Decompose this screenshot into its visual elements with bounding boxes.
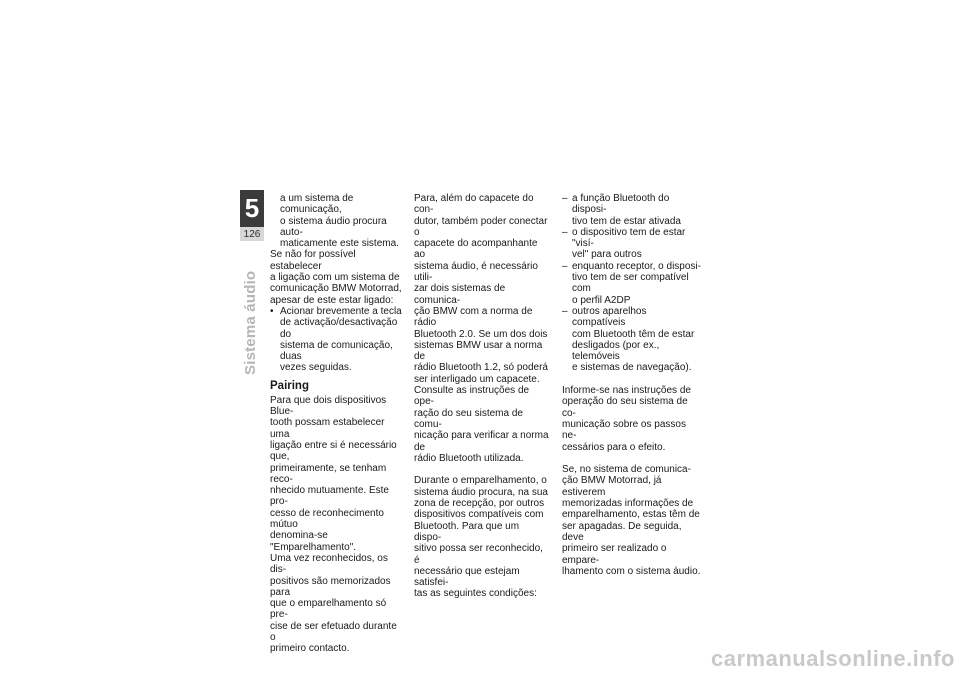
paragraph bbox=[270, 249, 405, 305]
text-line: Informe-se nas instruções de bbox=[562, 385, 691, 397]
text-line: Acionar brevemente a tecla bbox=[280, 305, 402, 317]
text-line: dutor, também poder conectar o bbox=[414, 215, 548, 238]
text-line: cise de ser efetuado durante o bbox=[270, 620, 397, 643]
text-line: Durante o emparelhamento, o bbox=[414, 475, 547, 487]
text-line: desligados (por ex., telemóveis bbox=[572, 339, 660, 363]
section-label bbox=[239, 265, 265, 375]
text-line: primeiro contacto. bbox=[270, 643, 350, 655]
text-line: o perfil A2DP bbox=[572, 294, 631, 306]
paragraph bbox=[270, 395, 405, 655]
text-line: sistema de comunicação, duas bbox=[280, 339, 393, 363]
text-line: a função Bluetooth do disposi- bbox=[572, 193, 670, 216]
paragraph bbox=[562, 385, 702, 453]
text-line: rádio Bluetooth utilizada. bbox=[414, 452, 524, 464]
text-line: enquanto receptor, o disposi- bbox=[572, 260, 701, 272]
text-line: ção BMW com a norma de rádio bbox=[414, 305, 533, 329]
text-line: tivo tem de ser compatível com bbox=[572, 272, 689, 295]
text-line: vel" para outros bbox=[572, 249, 642, 261]
bullet-item bbox=[270, 306, 405, 374]
text-line: a ligação com um sistema de bbox=[270, 272, 400, 284]
text-line: Uma vez reconhecidos, os dis- bbox=[270, 552, 388, 576]
text-line: Bluetooth. Para que um dispo- bbox=[414, 520, 520, 543]
text-line: nhecido mutuamente. Este pro- bbox=[270, 485, 389, 508]
watermark: carmanualsonline.info bbox=[711, 646, 955, 671]
text-line: sistema áudio procura, na sua bbox=[414, 486, 548, 498]
text-line: outros aparelhos compatíveis bbox=[572, 305, 647, 329]
text-line: operação do seu sistema de co- bbox=[562, 396, 688, 419]
list-item bbox=[562, 227, 702, 261]
text-line: capacete do acompanhante ao bbox=[414, 238, 538, 261]
text-line: municação sobre os passos ne- bbox=[562, 418, 686, 442]
text-line: tooth possam estabelecer uma bbox=[270, 417, 385, 440]
text-line: apesar de este estar ligado: bbox=[270, 294, 394, 306]
text-line: nicação para verificar a norma de bbox=[414, 430, 549, 453]
text-line: Para que dois dispositivos Blue- bbox=[270, 394, 387, 418]
text-line: zar dois sistemas de comunica- bbox=[414, 283, 506, 306]
column-1 bbox=[270, 193, 405, 655]
text-line: ção BMW Motorrad, já estiverem bbox=[562, 475, 662, 498]
text-line: ser interligado um capacete. bbox=[414, 373, 540, 385]
text-line: dispositivos compatíveis com bbox=[414, 509, 544, 521]
text-line: lhamento com o sistema áudio. bbox=[562, 565, 701, 577]
text-line: com Bluetooth têm de estar bbox=[572, 328, 695, 340]
continued-text bbox=[270, 193, 405, 249]
paragraph bbox=[562, 464, 702, 577]
text-line: memorizadas informações de bbox=[562, 498, 694, 510]
column-2 bbox=[414, 193, 549, 600]
text-line: maticamente este sistema. bbox=[280, 238, 399, 250]
dash-marker: – bbox=[562, 226, 568, 238]
text-line: positivos são memorizados para bbox=[270, 575, 391, 598]
paragraph bbox=[414, 475, 549, 599]
text-line: zona de recepção, por outros bbox=[414, 498, 545, 510]
dash-marker: – bbox=[562, 305, 568, 317]
text-line: emparelhamento, estas têm de bbox=[562, 509, 700, 521]
text-line: que o emparelhamento só pre- bbox=[270, 598, 387, 621]
text-line: o dispositivo tem de estar "visí- bbox=[572, 226, 686, 250]
list-item bbox=[562, 261, 702, 306]
text-line: sitivo possa ser reconhecido, é bbox=[414, 543, 543, 566]
list-item bbox=[562, 193, 702, 227]
text-line: comunicação BMW Motorrad, bbox=[270, 283, 402, 295]
dash-marker: – bbox=[562, 193, 568, 204]
text-line: tas as seguintes condições: bbox=[414, 588, 537, 600]
column-3 bbox=[562, 193, 702, 577]
text-line: ser apagadas. De seguida, deve bbox=[562, 520, 682, 543]
paragraph bbox=[414, 193, 549, 464]
bullet-marker: • bbox=[270, 305, 274, 317]
text-line: e sistemas de navegação). bbox=[572, 362, 692, 374]
text-line: Bluetooth 2.0. Se um dos dois bbox=[414, 328, 548, 340]
text-line: primeiramente, se tenham reco- bbox=[270, 462, 387, 485]
text-line: cessários para o efeito. bbox=[562, 441, 666, 453]
text-line: o sistema áudio procura auto- bbox=[280, 215, 387, 238]
text-line: primeiro ser realizado o empare- bbox=[562, 543, 667, 566]
text-line: sistemas BMW usar a norma de bbox=[414, 339, 543, 363]
text-line: cesso de reconhecimento mútuo bbox=[270, 507, 384, 531]
text-line: Consulte as instruções de ope- bbox=[414, 385, 530, 408]
list-item bbox=[562, 306, 702, 374]
page-number: 126 bbox=[240, 227, 264, 241]
text-line: Se não for possível estabelecer bbox=[270, 249, 356, 272]
chapter-tab bbox=[240, 190, 264, 241]
text-line: ligação entre si é necessário que, bbox=[270, 439, 397, 463]
dash-marker: – bbox=[562, 260, 568, 272]
text-line: ração do seu sistema de comu- bbox=[414, 407, 523, 430]
text-line: Para, além do capacete do con- bbox=[414, 193, 534, 216]
text-line: sistema áudio, é necessário utili- bbox=[414, 260, 538, 284]
text-line: de activação/desactivação do bbox=[280, 317, 398, 340]
text-line: rádio Bluetooth 1.2, só poderá bbox=[414, 362, 548, 374]
text-line: vezes seguidas. bbox=[280, 362, 352, 374]
chapter-number: 5 bbox=[240, 190, 264, 227]
text-line: a um sistema de comunicação, bbox=[280, 193, 354, 216]
text-line: Se, no sistema de comunica- bbox=[562, 464, 691, 476]
text-line: necessário que estejam satisfei- bbox=[414, 565, 520, 589]
text-line: tivo tem de estar ativada bbox=[572, 215, 681, 227]
section-heading: Pairing bbox=[270, 379, 309, 392]
section-title: Sistema áudio bbox=[242, 270, 259, 375]
text-line: denomina-se "Emparelhamento". bbox=[270, 530, 357, 553]
